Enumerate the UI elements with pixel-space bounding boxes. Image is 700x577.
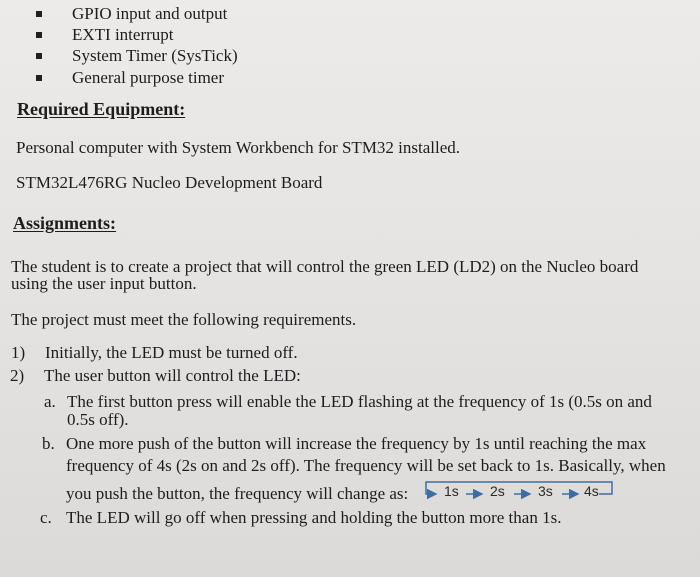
requirements-intro: The project must meet the following requirements. <box>11 310 357 329</box>
requirement-number: 1) <box>11 343 26 362</box>
sub-item-text: The first button press will enable the LED flashing at the frequency of 1s (0.5s on and <box>67 392 652 411</box>
assignment-intro: The student is to create a project that will control the green LED (LD2) on the Nucleo board <box>11 257 639 276</box>
cycle-step-1s: 1s <box>444 483 459 499</box>
sub-item-text: The LED will go off when pressing and holding the button more than 1s. <box>66 508 562 527</box>
bullet-icon <box>36 11 42 17</box>
requirement-number: 2) <box>10 366 25 385</box>
bullet-icon <box>36 32 42 38</box>
bullet-icon <box>36 53 42 59</box>
sub-item-text: you push the button, the frequency will change as: <box>66 484 409 503</box>
frequency-cycle-diagram <box>418 480 618 506</box>
sub-item-letter: b. <box>42 434 55 453</box>
sub-item-text: 0.5s off). <box>67 410 129 429</box>
sub-item-letter: a. <box>44 392 56 411</box>
equipment-line: Personal computer with System Workbench for STM32 installed. <box>16 138 461 157</box>
sub-item-letter: c. <box>40 508 52 527</box>
cycle-step-4s: 4s <box>584 483 599 499</box>
equipment-heading: Required Equipment: <box>17 99 186 119</box>
bullet-icon <box>36 75 42 81</box>
topic-item: General purpose timer <box>72 68 224 87</box>
cut-off-text-fragment <box>600 0 603 5</box>
equipment-line: STM32L476RG Nucleo Development Board <box>16 173 323 192</box>
sub-item-text: One more push of the button will increase the frequency by 1s until reaching the max <box>66 434 647 453</box>
topic-item: System Timer (SysTick) <box>72 46 238 65</box>
cycle-step-3s: 3s <box>538 483 553 499</box>
topic-item: GPIO input and output <box>72 4 228 23</box>
topic-item: EXTI interrupt <box>72 25 174 44</box>
requirement-text: Initially, the LED must be turned off. <box>45 343 298 362</box>
sub-item-text: frequency of 4s (2s on and 2s off). The frequency will be set back to 1s. Basically, when <box>66 456 666 475</box>
cycle-step-2s: 2s <box>490 483 505 499</box>
assignments-heading: Assignments: <box>13 213 117 233</box>
assignment-intro: using the user input button. <box>11 274 197 293</box>
requirement-text: The user button will control the LED: <box>44 366 301 385</box>
